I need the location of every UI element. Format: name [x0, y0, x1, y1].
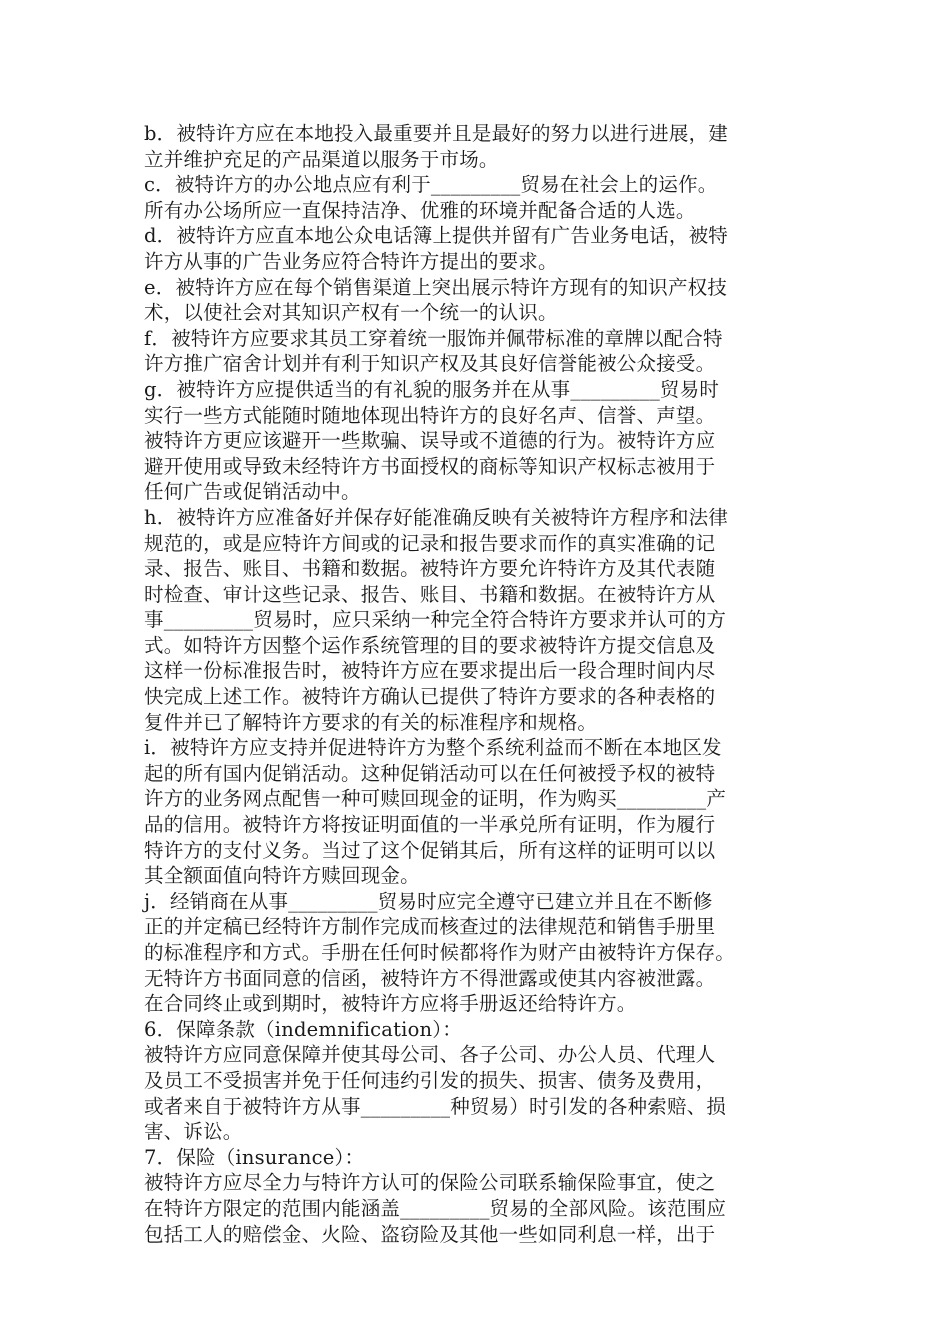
document-body [144, 121, 809, 1247]
text-line: 或者来自于被特许方从事_________种贸易）时引发的各种索赔、损 [144, 1094, 727, 1118]
text-line: 快完成上述工作。被特许方确认已提供了特许方要求的各种表格的 [144, 685, 716, 709]
text-line: j．经销商在从事_________贸易时应完全遵守已建立并且在不断修 [144, 889, 713, 913]
section-heading-indemnification: 6．保障条款（indemnification）： [144, 1017, 462, 1041]
text-line: 在合同终止或到期时，被特许方应将手册返还给特许方。 [144, 992, 637, 1016]
text-line: 特许方的支付义务。当过了这个促销其后，所有这样的证明可以以 [144, 838, 716, 862]
text-line: 术，以使社会对其知识产权有一个统一的认识。 [144, 301, 558, 325]
text-line: g．被特许方应提供适当的有礼貌的服务并在从事_________贸易时 [144, 377, 720, 401]
text-line: c．被特许方的办公地点应有利于_________贸易在社会上的运作。 [144, 173, 718, 197]
text-line: 在特许方限定的范围内能涵盖_________贸易的全部风险。该范围应 [144, 1196, 727, 1220]
section-heading-insurance: 7．保险（insurance）： [144, 1145, 365, 1169]
text-line: 立并维护充足的产品渠道以服务于市场。 [144, 147, 499, 171]
text-line: 这样一份标准报告时，被特许方应在要求提出后一段合理时间内尽 [144, 659, 716, 683]
text-line: 无特许方书面同意的信函，被特许方不得泄露或使其内容被泄露。 [144, 966, 716, 990]
text-line: b．被特许方应在本地投入最重要并且是最好的努力以进行进展，建 [144, 122, 728, 145]
text-line: 事_________贸易时，应只采纳一种完全符合特许方要求并认可的方 [144, 608, 727, 632]
text-line: 复件并已了解特许方要求的有关的标准程序和规格。 [144, 710, 598, 734]
text-line: 的标准程序和方式。手册在任何时候都将作为财产由被特许方保存。 [144, 941, 736, 964]
text-line: 许方的业务网点配售一种可赎回现金的证明，作为购买_________产 [144, 787, 727, 811]
text-line: 被特许方应尽全力与特许方认可的保险公司联系输保险事宜，使之 [144, 1171, 716, 1195]
text-line: 许方推广宿舍计划并有利于知识产权及其良好信誉能被公众接受。 [144, 352, 716, 376]
text-line: 时检查、审计这些记录、报告、账目、书籍和数据。在被特许方从 [144, 582, 716, 606]
text-line: e．被特许方应在每个销售渠道上突出展示特许方现有的知识产权技 [144, 275, 728, 299]
text-line: 避开使用或导致未经特许方书面授权的商标等知识产权标志被用于 [144, 454, 716, 478]
text-line: 起的所有国内促销活动。这种促销活动可以在任何被授予权的被特 [144, 761, 716, 785]
text-line: 许方从事的广告业务应符合特许方提出的要求。 [144, 249, 558, 273]
text-line: d．被特许方应直本地公众电话簿上提供并留有广告业务电话，被特 [144, 224, 728, 248]
text-line: 式。如特许方因整个运作系统管理的目的要求被特许方提交信息及 [144, 633, 716, 657]
text-line: 规范的，或是应特许方间或的记录和报告要求而作的真实准确的记 [144, 531, 716, 555]
text-line: h．被特许方应准备好并保存好能准确反映有关被特许方程序和法律 [144, 505, 729, 529]
text-line: 其全额面值向特许方赎回现金。 [144, 864, 420, 888]
text-line: 实行一些方式能随时随地体现出特许方的良好名声、信誉、声望。 [144, 403, 716, 427]
text-line: 正的并定稿已经特许方制作完成而核查过的法律规范和销售手册里 [144, 915, 716, 939]
text-line: 品的信用。被特许方将按证明面值的一半承兑所有证明，作为履行 [144, 813, 716, 837]
text-line: 被特许方更应该避开一些欺骗、误导或不道德的行为。被特许方应 [144, 429, 716, 453]
text-line: 及员工不受损害并免于任何违约引发的损失、损害、债务及费用， [144, 1068, 716, 1092]
text-line: 害、诉讼。 [144, 1120, 243, 1144]
text-line: 录、报告、账目、书籍和数据。被特许方要允许特许方及其代表随 [144, 557, 716, 581]
text-line: 包括工人的赔偿金、火险、盗窃险及其他一些如同利息一样，出于 [144, 1222, 716, 1246]
text-line: 任何广告或促销活动中。 [144, 480, 361, 504]
text-line: f．被特许方应要求其员工穿着统一服饰并佩带标准的章牌以配合特 [144, 326, 723, 350]
text-line: 所有办公场所应一直保持洁净、优雅的环境并配备合适的人选。 [144, 198, 696, 222]
text-line: i．被特许方应支持并促进特许方为整个系统利益而不断在本地区发 [144, 736, 722, 760]
text-line: 被特许方应同意保障并使其母公司、各子公司、办公人员、代理人 [144, 1043, 716, 1067]
